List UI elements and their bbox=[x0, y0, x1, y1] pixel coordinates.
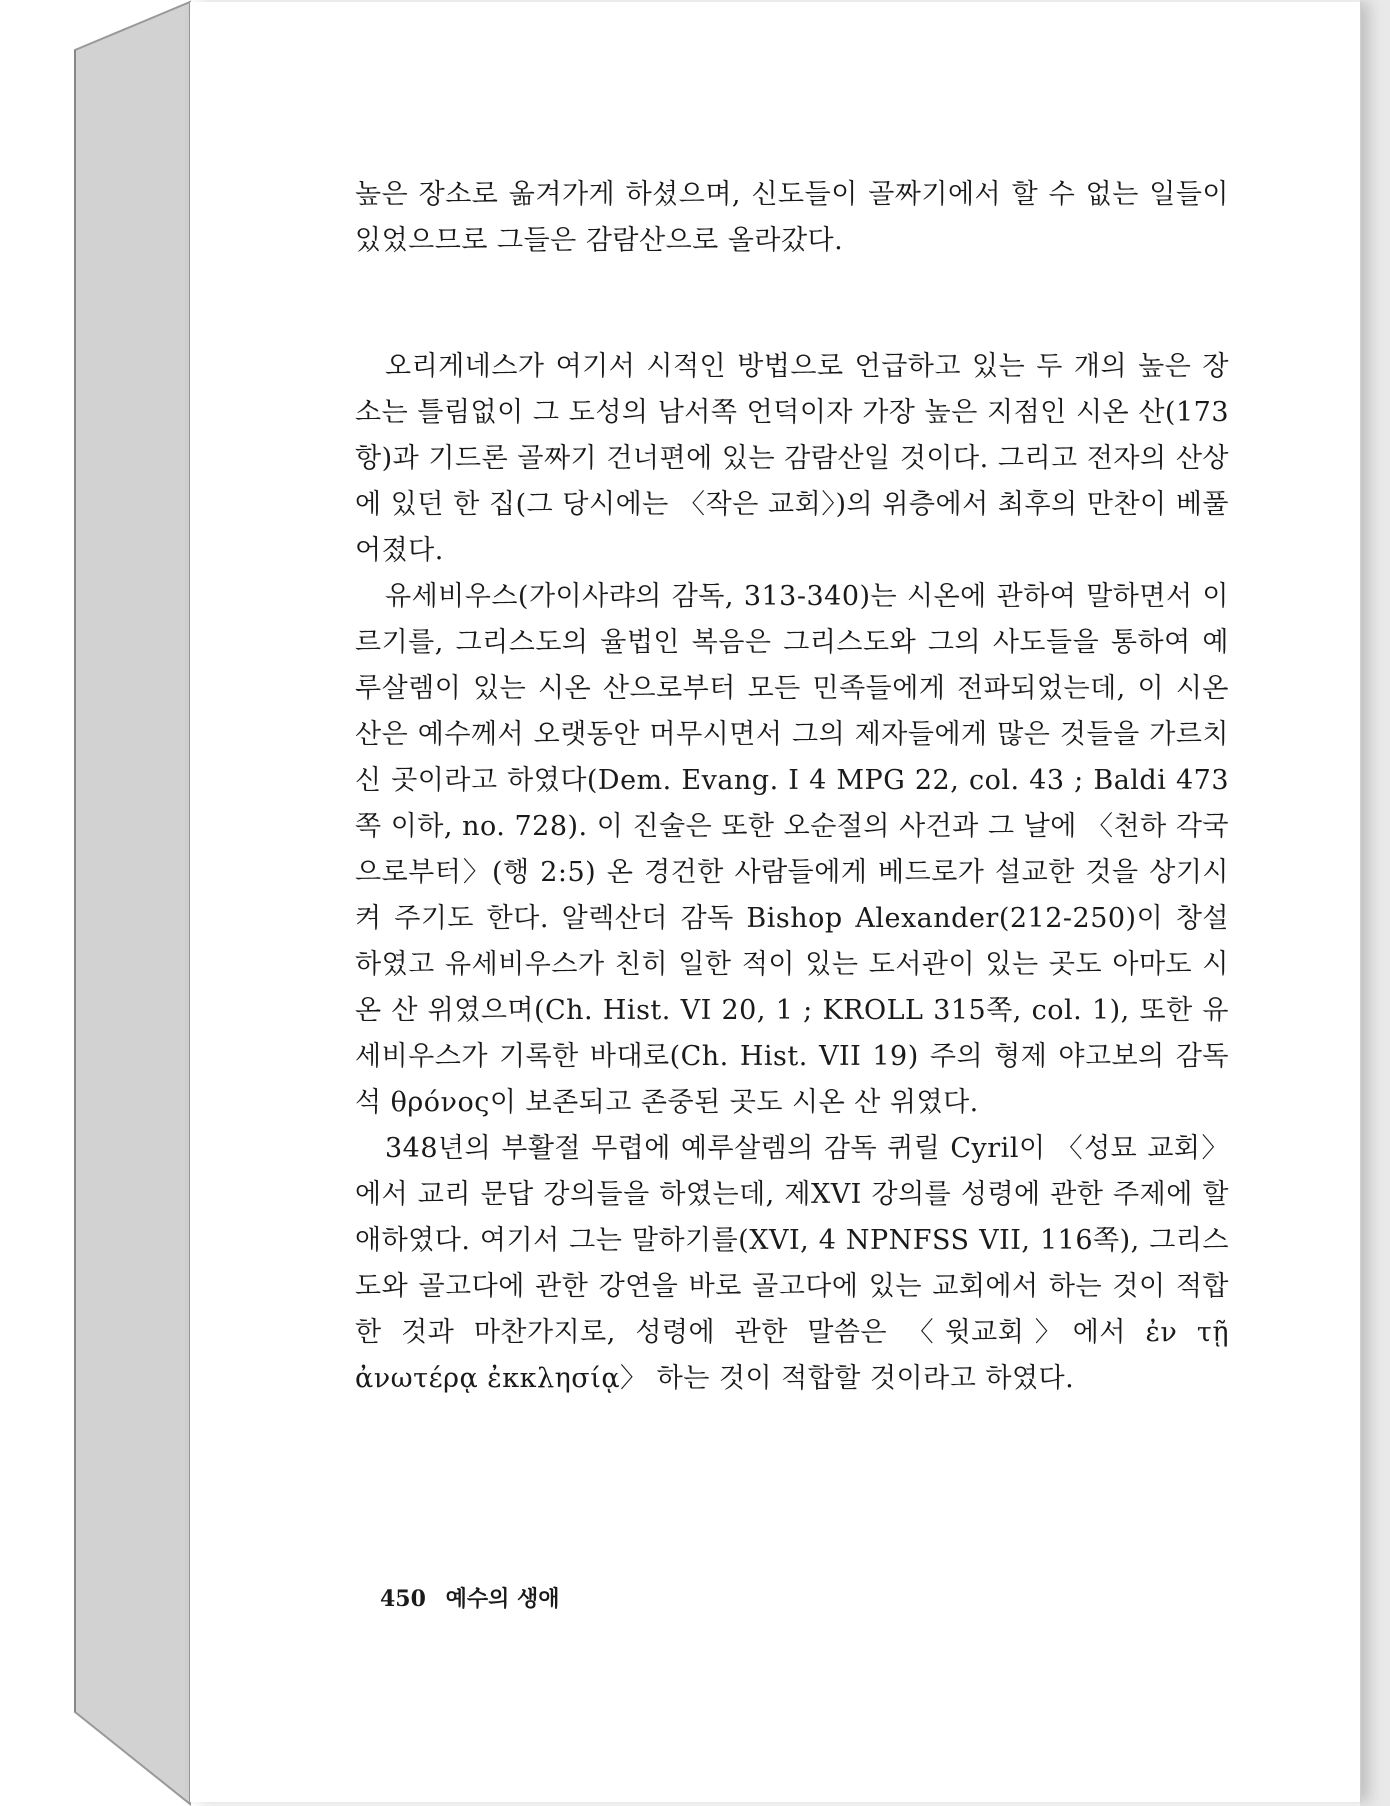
paragraph-2: 오리게네스가 여기서 시적인 방법으로 언급하고 있는 두 개의 높은 장소는 틀림없이 그 도성의 남서쪽 언덕이자 가장 높은 지점인 시온 산(173항)과 기드론 골짜기 건너편에 있는 감람산일 것이다. 그리고 전자의 산상에 있던 한 집(그 당시에는 〈작은 교회〉)의 위층에서 최후의 만찬이 베풀어졌다. bbox=[355, 351, 1229, 566]
paragraph-3: 유세비우스(가이사랴의 감독, 313-340)는 시온에 관하여 말하면서 이르기를, 그리스도의 율법인 복음은 그리스도와 그의 사도들을 통하여 예루살렘이 있는 시온 산으로부터 모든 민족들에게 전파되었는데, 이 시온 산은 예수께서 오랫동안 머무시면서 그의 제자들에게 많은 것들을 가르치신 곳이라고 하였다(Dem. Evang. I 4 MPG 22, col. 43 ; Baldi 473쪽 이하, no. 728). 이 진술은 또한 오순절의 사건과 그 날에 〈천하 각국으로부터〉(행 2:5) 온 경건한 사람들에게 베드로가 설교한 것을 상기시켜 주기도 한다. 알렉산더 감독 Bishop Alexander(212-250)이 창설하였고 유세비우스가 친히 일한 적이 있는 도서관이 있는 곳도 아마도 시온 산 위였으며(Ch. Hist. VI 20, 1 ; KROLL 315쪽, col. 1), 또한 유세비우스가 기록한 바대로(Ch. Hist. VII 19) 주의 형제 야고보의 감독석 θρόνος이 보존되고 존중된 곳도 시온 산 위였다. bbox=[355, 581, 1229, 1118]
paragraph-4: 348년의 부활절 무렵에 예루살렘의 감독 퀴릴 Cyril이 〈성묘 교회〉에서 교리 문답 강의들을 하였는데, 제XVI 강의를 성령에 관한 주제에 할애하였다. 여기서 그는 말하기를(XVI, 4 NPNFSS VII, 116쪽), 그리스도와 골고다에 관한 강연을 바로 골고다에 있는 교회에서 하는 것이 적합한 것과 마찬가지로, 성령에 관한 말씀은 〈윗교회〉에서 ἐν τῇ ἀνωτέρᾳ ἐκκλησίᾳ〉 하는 것이 적합할 것이라고 하였다. bbox=[355, 1133, 1229, 1394]
page-number: 450 bbox=[380, 1586, 426, 1612]
paragraph-gap bbox=[355, 264, 1229, 344]
running-title: 예수의 생애 bbox=[445, 1586, 560, 1612]
book-page bbox=[190, 2, 1361, 1802]
paragraph-1: 높은 장소로 옮겨가게 하셨으며, 신도들이 골짜기에서 할 수 없는 일들이 있었으므로 그들은 감람산으로 올라갔다. bbox=[355, 179, 1229, 256]
page-body bbox=[355, 172, 1229, 1402]
page-footer bbox=[380, 1582, 560, 1613]
